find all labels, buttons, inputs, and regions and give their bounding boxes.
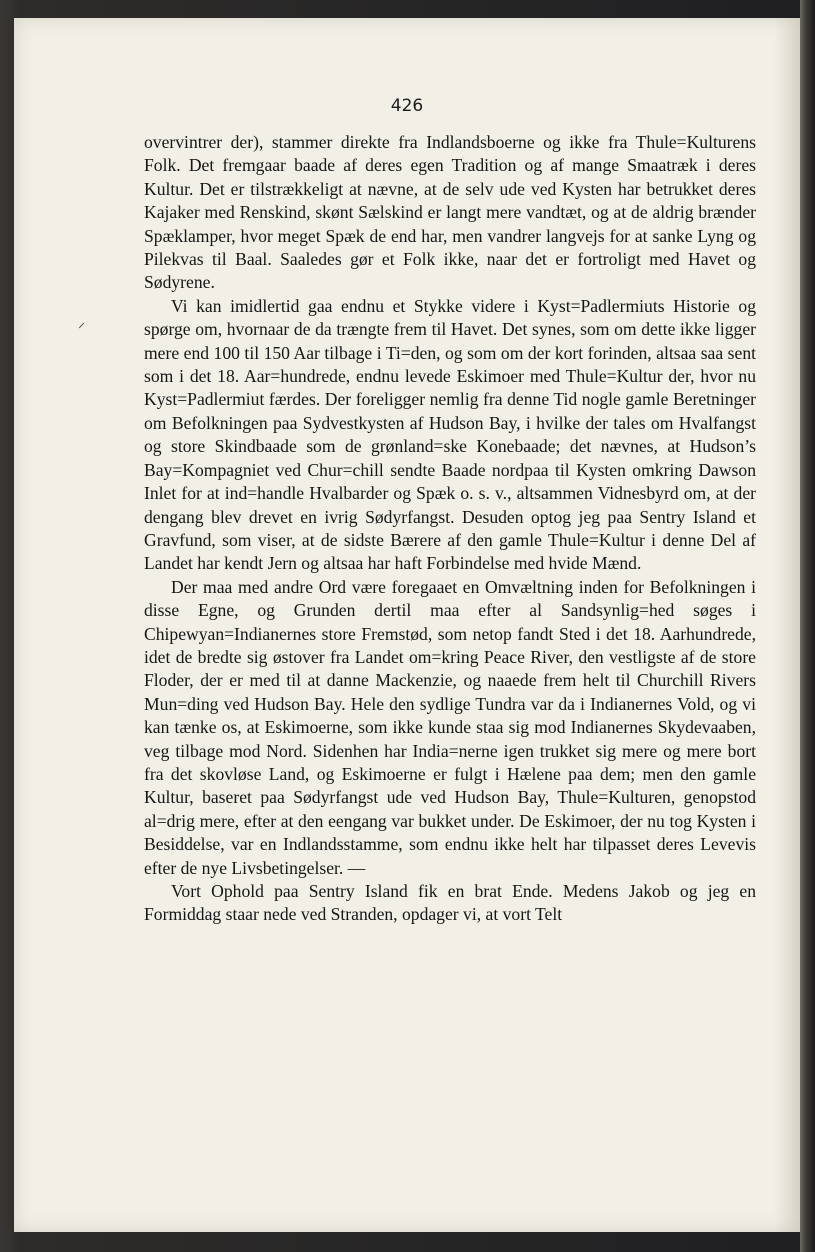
- page-number: 426: [390, 96, 424, 116]
- pencil-mark: [79, 323, 84, 329]
- body-text: [144, 131, 756, 927]
- paragraph-2: Vi kan imidlertid gaa endnu et Stykke videre i Kyst=Padlermiuts Historie og spørge om, hvornaar de da trængte frem til Havet. Det synes, som om dette ikke ligger mere end 100 til 150 Aar tilbage i Ti=den, og som om der kort forinden, altsaa saa sent som i det 18. Aar=hundrede, endnu levede Eskimoer med Thule=Kultur der, hvor nu Kyst=Padlermiut færdes. Der foreligger nemlig fra denne Tid nogle gamle Beretninger om Befolkningen paa Sydvestkysten af Hudson Bay, i hvilke der tales om Hvalfangst og store Skindbaade som de grønland=ske Konebaade; det nævnes, at Hudson’s Bay=Kompagniet ved Chur=chill sendte Baade nordpaa til Kysten omkring Dawson Inlet for at ind=handle Hvalbarder og Spæk o. s. v., altsammen Vidnesbyrd om, at der dengang blev drevet en ivrig Sødyrfangst. Desuden optog jeg paa Sentry Island et Gravfund, som viser, at de sidste Bærere af den gamle Thule=Kultur i denne Del af Landet har kendt Jern og altsaa har haft Forbindelse med hvide Mænd.: [144, 295, 756, 574]
- paragraph-3: Der maa med andre Ord være foregaaet en Omvæltning inden for Befolkningen i disse Egne, og Grunden dertil maa efter al Sandsynlig=hed søges i Chipewyan=Indianernes store Fremstød, som netop fandt Sted i det 18. Aarhundrede, idet de bredte sig østover fra Landet om=kring Peace River, den vestligste af de store Floder, der er med til at danne Mackenzie, og naaede frem helt til Churchill Rivers Mun=ding ved Hudson Bay. Hele den sydlige Tundra var da i Indianernes Vold, og vi kan tænke os, at Eskimoerne, som ikke kunde staa sig mod Indianernes Skydevaaben, veg tilbage mod Nord. Sidenhen har India=nerne igen trukket sig mere og mere bort fra det skovløse Land, og Eskimoerne er fulgt i Hælene paa dem; men den gamle Kultur, baseret paa Sødyrfangst ude ved Hudson Bay, Thule=Kulturen, genopstod al=drig mere, efter at den eengang var bukket under. De Eskimoer, der nu tog Kysten i Besiddelse, var en Indlandsstamme, som endnu ikke helt har tilpasset deres Levevis efter de nye Livsbetingelser. —: [144, 576, 756, 878]
- book-page: [14, 18, 800, 1232]
- paragraph-4: Vort Ophold paa Sentry Island fik en brat Ende. Medens Jakob og jeg en Formiddag staar nede ved Stranden, opdager vi, at vort Telt: [144, 881, 756, 925]
- book-edge: [800, 0, 815, 1252]
- paragraph-1: overvintrer der), stammer direkte fra Indlandsboerne og ikke fra Thule=Kulturens Folk. Det fremgaar baade af deres egen Tradition og af mange Smaatræk i deres Kultur. Det er tilstrækkeligt at nævne, at de selv ude ved Kysten har betrukket deres Kajaker med Renskind, skønt Sælskind er langt mere vandtæt, og at de aldrig brænder Spæklamper, hvor meget Spæk de end har, men vandrer langvejs for at sanke Lyng og Pilekvas til Baal. Saaledes gør et Folk ikke, naar det er fortroligt med Havet og Sødyrene.: [144, 132, 756, 293]
